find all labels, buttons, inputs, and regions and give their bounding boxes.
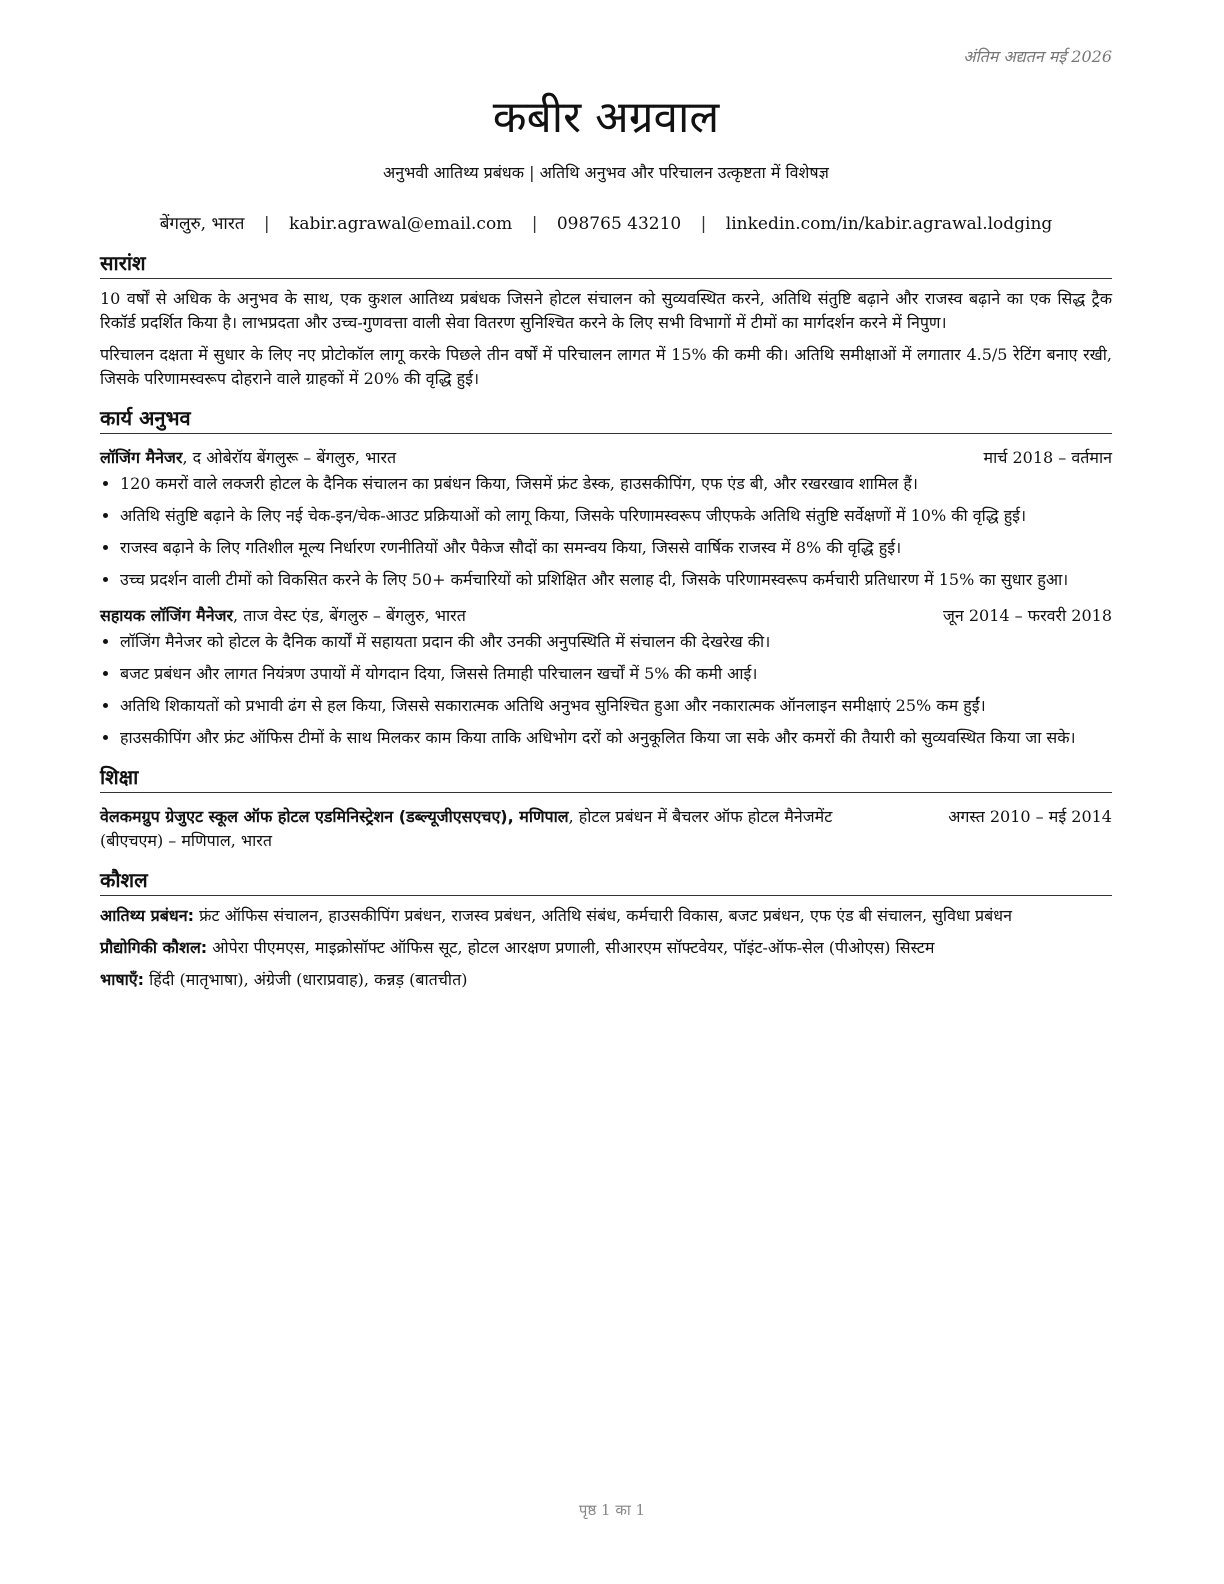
job-org: , ताज वेस्ट एंड, बेंगलुरु – बेंगलुरु, भारत [233, 606, 466, 625]
job-dates: मार्च 2018 – वर्तमान [983, 448, 1112, 467]
summary-paragraph: परिचालन दक्षता में सुधार के लिए नए प्रोटोकॉल लागू करके पिछले तीन वर्षों में परिचालन लागत में 15% की कमी की। अतिथि समीक्षाओं में लगातार 4.5/5 रेटिंग बनाए रखी, जिसके परिणामस्वरूप दोहराने वाले ग्राहकों में 20% की वृद्धि हुई। [100, 345, 1112, 388]
tagline: अनुभवी आतिथ्य प्रबंधक | अतिथि अनुभव और परिचालन उत्कृष्टता में विशेषज्ञ [383, 163, 829, 182]
education-detail: , होटल प्रबंधन में बैचलर ऑफ होटल मैनेजमेंट (बीएचएम) – मणिपाल, भारत [100, 807, 833, 850]
job-bullets [100, 630, 1112, 750]
experience-section [100, 405, 1112, 750]
skill-line [100, 904, 1112, 928]
skill-value: हिंदी (मातृभाषा), अंग्रेजी (धाराप्रवाह), कन्नड़ (बातचीत) [144, 970, 468, 989]
job-role: लॉजिंग मैनेजर [100, 448, 183, 467]
contact-linkedin[interactable]: linkedin.com/in/kabir.agrawal.lodging [725, 214, 1053, 234]
section-title-experience: कार्य अनुभव [100, 405, 1112, 434]
skill-label: आतिथ्य प्रबंधन: [100, 906, 195, 925]
skill-value: ओपेरा पीएमएस, माइक्रोसॉफ्ट ऑफिस सूट, होटल आरक्षण प्रणाली, सीआरएम सॉफ्टवेयर, पॉइंट-ऑफ-सेल (पीओएस) सिस्टम [207, 938, 935, 957]
contact-line [100, 212, 1112, 236]
job-bullets [100, 472, 1112, 592]
skill-label: प्रौद्योगिकी कौशल: [100, 938, 208, 957]
job-title-line [100, 446, 396, 470]
job-header [100, 604, 1112, 628]
education-entry [100, 805, 1112, 853]
job-bullet: • हाउसकीपिंग और फ्रंट ऑफिस टीमों के साथ मिलकर काम किया ताकि अधिभोग दरों को अनुकूलित किया जा सके और कमरों की तैयारी को सुव्यवस्थित किया जा सके। [120, 726, 1112, 750]
education-section [100, 764, 1112, 853]
job-bullet: • राजस्व बढ़ाने के लिए गतिशील मूल्य निर्धारण रणनीतियों और पैकेज सौदों का समन्वय किया, जिससे वार्षिक राजस्व में 8% की वृद्धि हुई। [120, 536, 1112, 560]
job-org: , द ओबेरॉय बेंगलुरू – बेंगलुरु, भारत [182, 448, 397, 467]
job-bullet: • 120 कमरों वाले लक्जरी होटल के दैनिक संचालन का प्रबंधन किया, जिसमें फ्रंट डेस्क, हाउसकीपिंग, एफ एंड बी, और रखरखाव शामिल हैं। [120, 472, 1112, 496]
section-title-education: शिक्षा [100, 764, 1112, 793]
education-line [100, 805, 880, 853]
candidate-name: कबीर अग्रवाल [492, 92, 720, 143]
section-title-summary: सारांश [100, 250, 1112, 279]
contact-separator: | [531, 214, 538, 234]
job-header [100, 446, 1112, 470]
skill-label: भाषाएँ: [100, 970, 145, 989]
job-bullet: • लॉजिंग मैनेजर को होटल के दैनिक कार्यों में सहायता प्रदान की और उनकी अनुपस्थिति में संचालन की देखरेख की। [120, 630, 1112, 654]
education-dates: अगस्त 2010 – मई 2014 [948, 807, 1112, 826]
job-bullet: • अतिथि संतुष्टि बढ़ाने के लिए नई चेक-इन/चेक-आउट प्रक्रियाओं को लागू किया, जिसके परिणामस्वरूप जीएफके अतिथि संतुष्टि सर्वेक्षणों में 10% की वृद्धि हुई। [120, 504, 1112, 528]
education-school: वेलकमग्रुप ग्रेजुएट स्कूल ऑफ होटल एडमिनिस्ट्रेशन (डब्ल्यूजीएसएचए), मणिपाल [100, 807, 569, 826]
contact-separator: | [263, 214, 270, 234]
summary-section [100, 250, 1112, 391]
contact-separator: | [700, 214, 707, 234]
job-bullet: • उच्च प्रदर्शन वाली टीमों को विकसित करने के लिए 50+ कर्मचारियों को प्रशिक्षित और सलाह दी, जिसके परिणामस्वरूप कर्मचारी प्रतिधारण में 15% का सुधार हुआ। [120, 568, 1112, 592]
last-updated: अंतिम अद्यतन मई 2026 [963, 47, 1112, 66]
skill-value: फ्रंट ऑफिस संचालन, हाउसकीपिंग प्रबंधन, राजस्व प्रबंधन, अतिथि संबंध, कर्मचारी विकास, बजट प्रबंधन, एफ एंड बी संचालन, सुविधा प्रबंधन [194, 906, 1012, 925]
summary-paragraph: 10 वर्षों से अधिक के अनुभव के साथ, एक कुशल आतिथ्य प्रबंधक जिसने होटल संचालन को सुव्यवस्थित करने, अतिथि संतुष्टि बढ़ाने और राजस्व बढ़ाने का एक सिद्ध ट्रैक रिकॉर्ड प्रदर्शित किया है। लाभप्रदता और उच्च-गुणवत्ता वाली सेवा वितरण सुनिश्चित करने के लिए सभी विभागों में टीमों का मार्गदर्शन करने में निपुण। [100, 289, 1112, 332]
contact-phone: 098765 43210 [556, 214, 682, 234]
job-bullet: • अतिथि शिकायतों को प्रभावी ढंग से हल किया, जिससे सकारात्मक अतिथि अनुभव सुनिश्चित हुआ और नकारात्मक ऑनलाइन समीक्षाएं 25% कम हुईं। [120, 694, 1112, 718]
resume-page [100, 40, 1112, 992]
job-dates: जून 2014 – फरवरी 2018 [943, 606, 1112, 625]
section-title-skills: कौशल [100, 867, 1112, 896]
page-number: पृष्ठ 1 का 1 [578, 1501, 646, 1519]
job-bullet: • बजट प्रबंधन और लागत नियंत्रण उपायों में योगदान दिया, जिससे तिमाही परिचालन खर्चों में 5% की कमी आई। [120, 662, 1112, 686]
skills-section [100, 867, 1112, 992]
job-title-line [100, 604, 466, 628]
skill-line [100, 968, 1112, 992]
job-role: सहायक लॉजिंग मैनेजर [100, 606, 234, 625]
contact-location: बेंगलुरु, भारत [159, 214, 245, 234]
skill-line [100, 936, 1112, 960]
contact-email[interactable]: kabir.agrawal@email.com [289, 214, 513, 234]
